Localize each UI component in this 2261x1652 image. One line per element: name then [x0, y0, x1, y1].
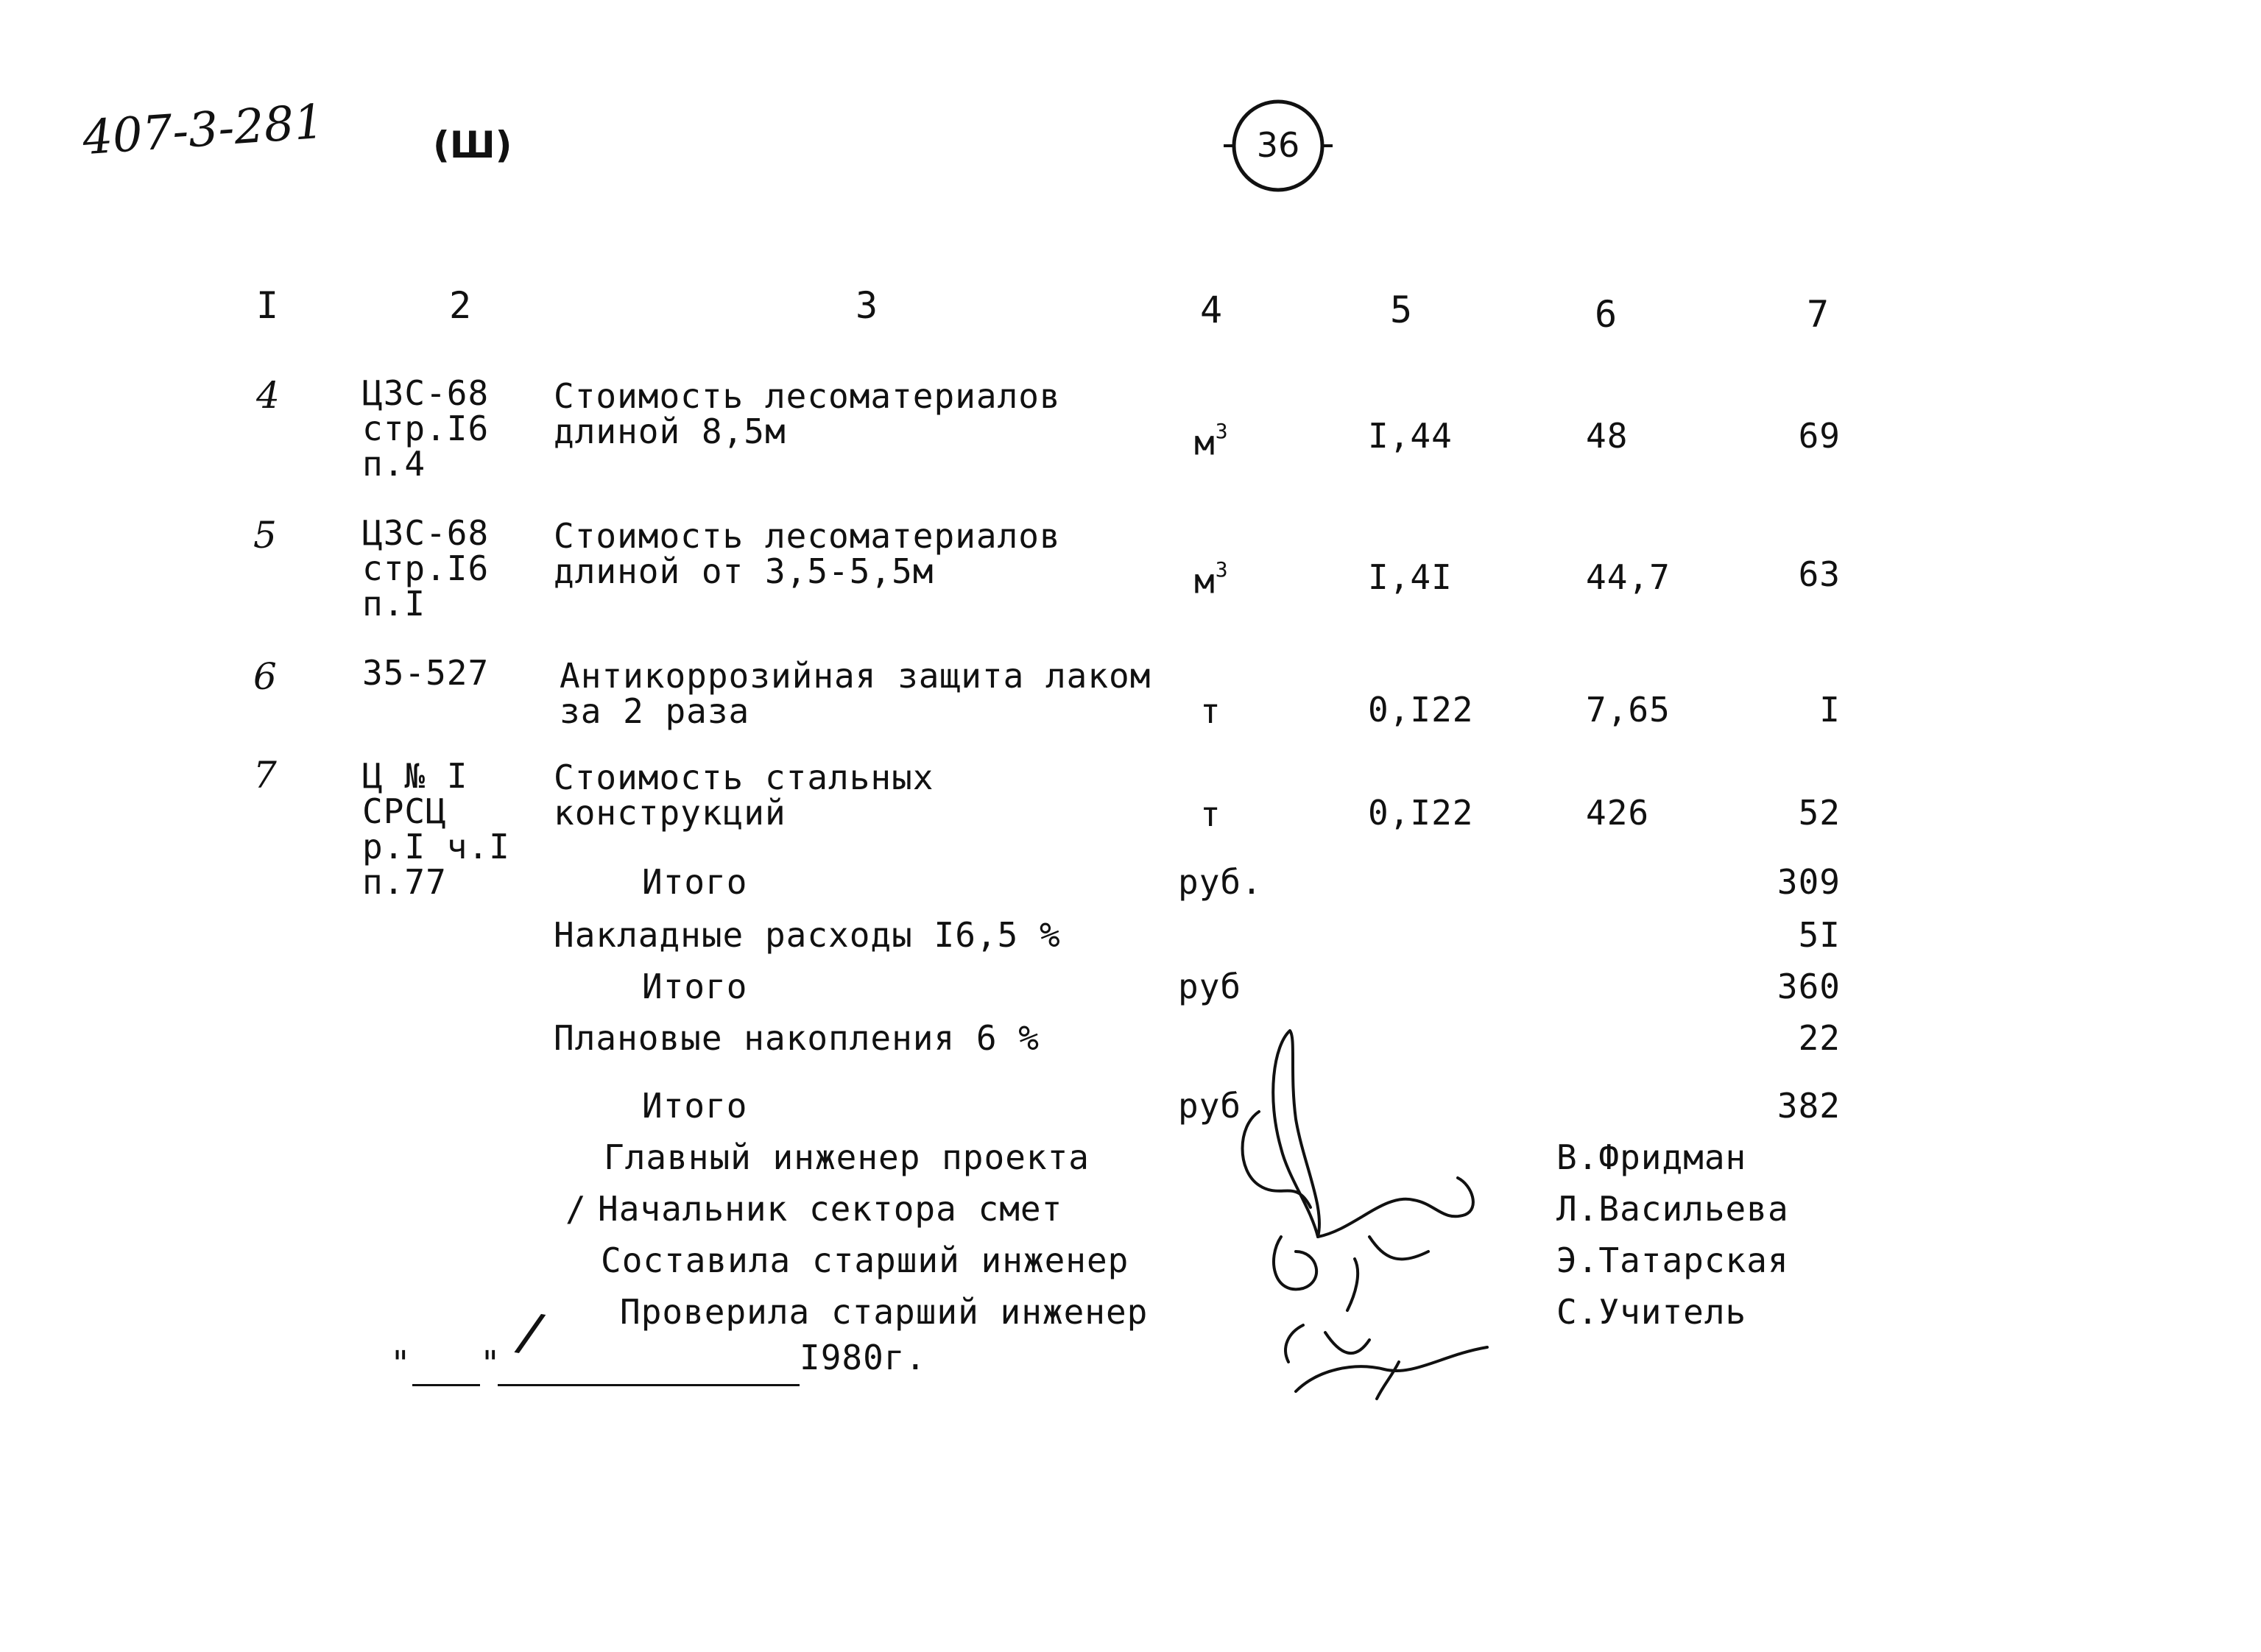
handwritten-signatures	[1207, 1016, 1531, 1413]
summary-unit: руб.	[1178, 862, 1263, 902]
signatory-role: Проверила старший инженер	[620, 1292, 1149, 1332]
signatory-name: Л.Васильева	[1556, 1189, 1789, 1229]
summary-label: Итого	[642, 1086, 748, 1126]
signatory-name: С.Учитель	[1556, 1292, 1747, 1332]
row-description-line: за 2 раза	[560, 691, 750, 731]
summary-label: Накладные расходы I6,5 %	[554, 915, 1061, 955]
signatory-name: Э.Татарская	[1556, 1240, 1789, 1280]
signatory-role: Главный инженер проекта	[604, 1137, 1090, 1177]
summary-value: 382	[1777, 1086, 1841, 1126]
row-description-line: длиной от 3,5-5,5м	[554, 551, 934, 591]
date-quote-open: "	[390, 1344, 412, 1383]
row-number: 4	[256, 374, 280, 417]
row-code-line: стр.I6	[362, 409, 490, 448]
date-slash-icon: /	[510, 1299, 552, 1366]
page-number-stamp	[1224, 91, 1333, 200]
row-unit-text: м	[1194, 561, 1216, 601]
row-price: 48	[1586, 416, 1629, 456]
row-unit	[1194, 418, 1229, 463]
summary-value: 22	[1798, 1018, 1841, 1058]
row-quantity: I,44	[1368, 416, 1453, 456]
summary-value: 309	[1777, 862, 1841, 902]
row-number: 6	[253, 655, 277, 698]
row-total: 63	[1798, 554, 1841, 594]
row-code-line: ЦЗС-68	[362, 513, 490, 553]
col-header-3: 3	[856, 284, 878, 327]
row-unit	[1200, 794, 1221, 834]
row-price: 426	[1586, 793, 1650, 833]
row-unit-text: т	[1200, 794, 1221, 834]
row-description-line: Стоимость лесоматериалов	[554, 376, 1061, 416]
row-total: I	[1819, 690, 1841, 730]
col-header-2: 2	[449, 284, 472, 327]
row-unit-sup: 3	[1215, 557, 1229, 582]
page-number: 36	[1256, 125, 1300, 165]
row-description-line: конструкций	[554, 793, 786, 833]
row-description-line: Стоимость стальных	[554, 758, 934, 797]
row-description-line: длиной 8,5м	[554, 412, 786, 451]
col-header-7: 7	[1807, 293, 1830, 336]
row-unit-text: т	[1200, 691, 1221, 731]
date-year: I980г.	[800, 1338, 927, 1377]
row-quantity: 0,I22	[1368, 690, 1474, 730]
row-total: 52	[1798, 793, 1841, 833]
row-code-line: р.I ч.I	[362, 827, 510, 866]
date-month-blank	[498, 1355, 800, 1386]
col-header-4: 4	[1200, 289, 1223, 331]
row-description-line: Антикоррозийная защита лаком	[560, 656, 1151, 696]
summary-value: 5I	[1798, 915, 1841, 955]
summary-unit: руб	[1178, 1086, 1242, 1126]
row-number: 7	[253, 754, 277, 797]
row-quantity: 0,I22	[1368, 793, 1474, 833]
row-number: 5	[253, 514, 277, 557]
row-unit-text: м	[1194, 423, 1216, 463]
row-price: 7,65	[1586, 690, 1671, 730]
col-header-6: 6	[1595, 293, 1618, 336]
row-description-line: Стоимость лесоматериалов	[554, 516, 1061, 556]
document-code: 407-3-281	[80, 94, 326, 166]
row-code-line: п.I	[362, 584, 426, 624]
col-header-5: 5	[1390, 289, 1413, 331]
row-quantity: I,4I	[1368, 557, 1453, 597]
row-code-line: Ц № I	[362, 756, 468, 796]
signatory-role: Начальник сектора смет	[598, 1189, 1063, 1229]
row-code-line: СРСЦ	[362, 791, 447, 831]
date-day-blank	[412, 1355, 480, 1386]
row-unit	[1194, 557, 1229, 599]
col-header-1: I	[256, 284, 279, 327]
summary-label: Плановые накопления 6 %	[554, 1018, 1040, 1058]
summary-unit: руб	[1178, 967, 1242, 1006]
check-mark-icon: /	[565, 1189, 587, 1229]
summary-value: 360	[1777, 967, 1841, 1006]
row-price: 44,7	[1586, 557, 1671, 597]
volume-label: (Ш)	[433, 124, 512, 166]
row-unit	[1200, 693, 1221, 729]
row-code-line: 35-527	[362, 653, 490, 693]
summary-label: Итого	[642, 862, 748, 902]
row-code-line: стр.I6	[362, 548, 490, 588]
signatory-role: Составила старший инженер	[601, 1240, 1129, 1280]
row-code-line: ЦЗС-68	[362, 373, 490, 413]
row-unit-sup: 3	[1215, 419, 1229, 443]
date-quote-close: "	[480, 1344, 501, 1383]
row-code-line: п.4	[362, 444, 426, 484]
row-code-line: п.77	[362, 862, 447, 902]
row-total: 69	[1798, 416, 1841, 456]
signatory-name: В.Фридман	[1556, 1137, 1747, 1177]
summary-label: Итого	[642, 967, 748, 1006]
